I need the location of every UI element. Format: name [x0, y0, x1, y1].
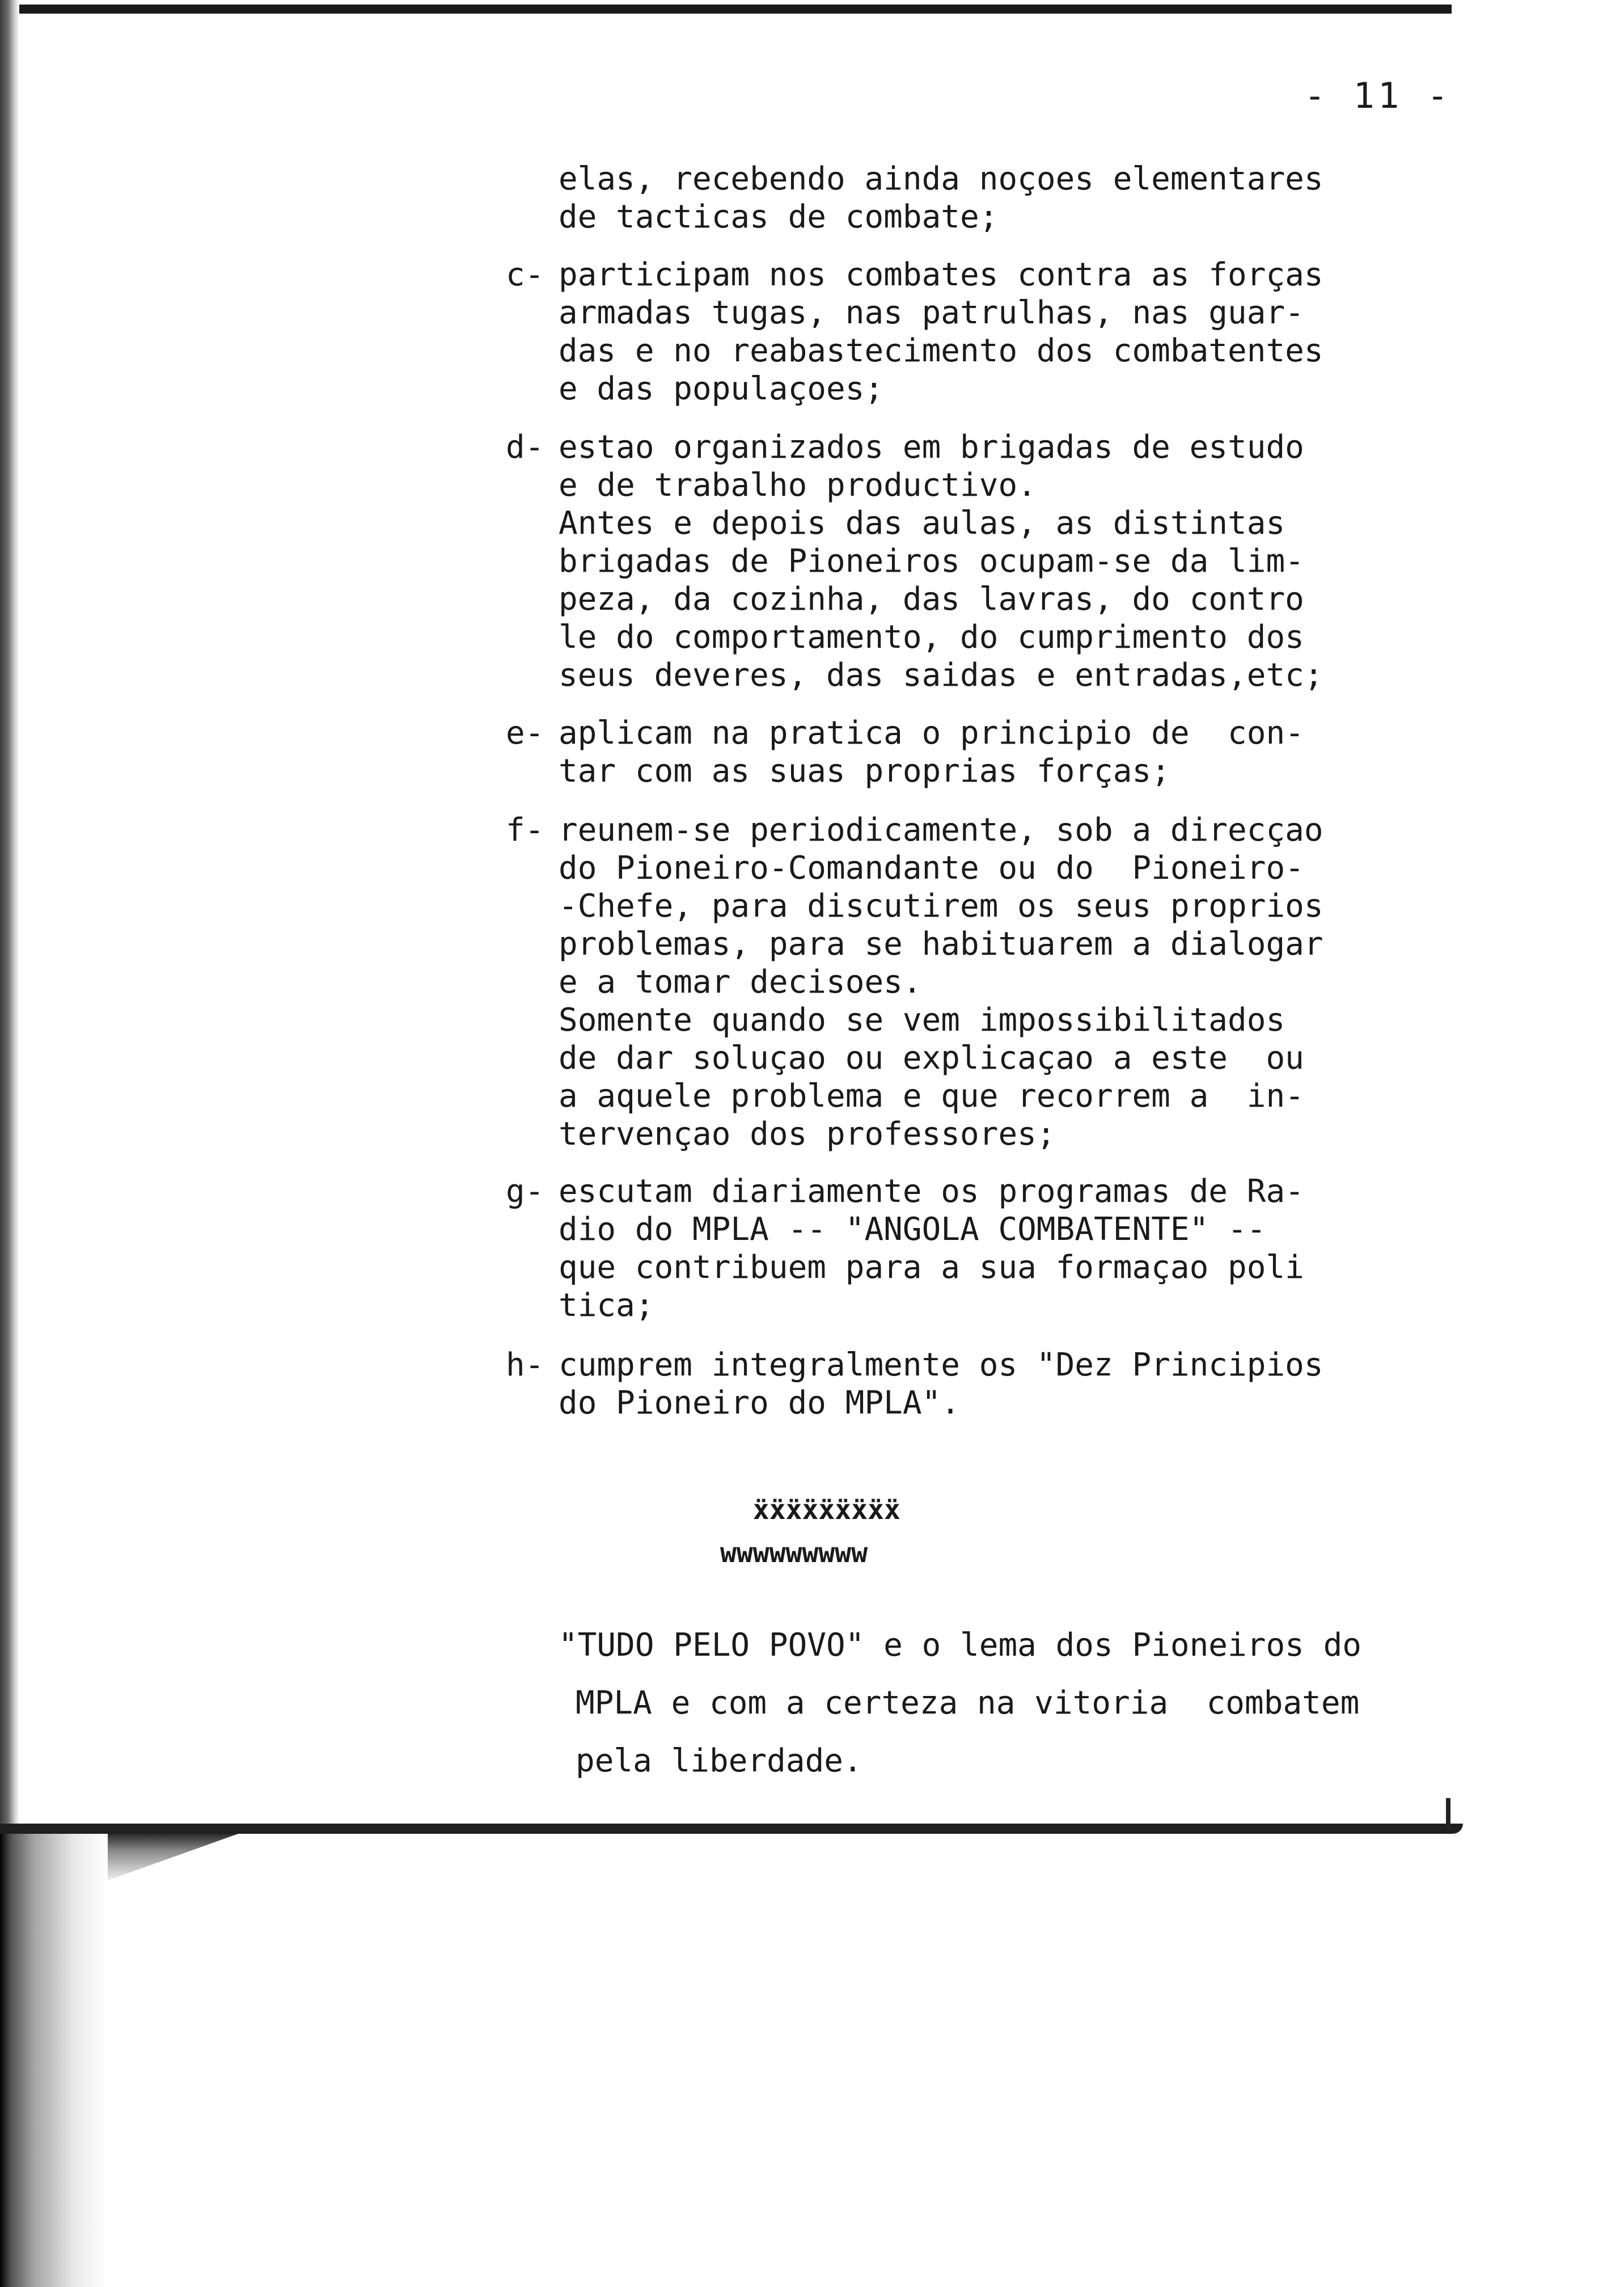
list-item-g [506, 1172, 1443, 1324]
page-number: - 11 - [1304, 75, 1452, 116]
text-line: de tacticas de combate; [559, 199, 999, 235]
page-bottom-edge [0, 1824, 1463, 1834]
list-marker: e- [506, 715, 544, 752]
list-item-e [506, 714, 1443, 790]
text-line: estao organizados em brigadas de estudo [559, 429, 1304, 466]
paragraph-continuation [559, 160, 1443, 236]
typed-divider-ornament [720, 1478, 900, 1585]
text-line: Somente quando se vem impossibilitados [559, 1002, 1285, 1039]
text-line: e a tomar decisoes. [559, 964, 922, 1001]
text-line: elas, recebendo ainda noçoes elementares [559, 161, 1323, 197]
text-line: armadas tugas, nas patrulhas, nas guar- [559, 294, 1304, 331]
list-item-d [506, 428, 1443, 694]
list-marker: d- [506, 429, 544, 466]
text-line: reunem-se periodicamente, sob a direcçao [559, 812, 1323, 849]
text-line: "TUDO PELO POVO" e o lema dos Pioneiros do [559, 1627, 1362, 1664]
text-line: peza, da cozinha, das lavras, do contro [559, 581, 1304, 618]
list-marker: c- [506, 256, 544, 293]
closing-statement [559, 1617, 1361, 1790]
divider-row: wwwwwwwww [720, 1537, 868, 1569]
text-line: do Pioneiro-Comandante ou do Pioneiro- [559, 850, 1304, 887]
text-line: participam nos combates contra as forças [559, 256, 1323, 293]
text-line: que contribuem para a sua formaçao poli [559, 1249, 1304, 1286]
text-line: aplicam na pratica o principio de con- [559, 715, 1304, 752]
list-item-f [506, 811, 1443, 1153]
text-line: a aquele problema e que recorrem a in- [559, 1078, 1304, 1115]
text-line: cumprem integralmente os "Dez Principios [559, 1347, 1323, 1383]
text-line: das e no reabastecimento dos combatentes [559, 332, 1323, 369]
text-line: escutam diariamente os programas de Ra- [559, 1173, 1304, 1210]
text-line: pela liberdade. [576, 1742, 862, 1779]
list-item-c [506, 256, 1443, 408]
text-line: MPLA e com a certeza na vitoria combatem [576, 1685, 1360, 1721]
text-line: do Pioneiro do MPLA". [559, 1385, 961, 1421]
text-line: e das populaçoes; [559, 370, 884, 407]
list-marker: g- [506, 1173, 544, 1210]
divider-row: ẍẍẍẍẍẍẍẍẍ [752, 1494, 900, 1526]
text-line: brigadas de Pioneiros ocupam-se da lim- [559, 543, 1304, 580]
text-line: tervençao dos professores; [559, 1116, 1056, 1153]
text-line: problemas, para se habituarem a dialogar [559, 926, 1323, 963]
text-line: tar com as suas proprias forças; [559, 753, 1170, 790]
text-line: tica; [559, 1287, 654, 1324]
text-line: le do comportamento, do cumprimento dos [559, 619, 1304, 656]
list-item-h [506, 1346, 1443, 1422]
text-line: e de trabalho productivo. [559, 467, 1037, 504]
list-marker: f- [506, 812, 544, 849]
list-marker: h- [506, 1347, 544, 1383]
page-right-mark [1446, 1798, 1450, 1832]
text-line: de dar soluçao ou explicaçao a este ou [559, 1040, 1304, 1077]
text-line: -Chefe, para discutirem os seus proprios [559, 888, 1323, 925]
text-line: Antes e depois das aulas, as distintas [559, 505, 1285, 542]
page-left-edge [0, 0, 19, 1843]
text-line: seus deveres, das saidas e entradas,etc; [559, 657, 1323, 694]
page-top-edge [0, 5, 1452, 14]
text-line: dio do MPLA -- "ANGOLA COMBATENTE" -- [559, 1211, 1266, 1248]
scan-shadow [0, 1834, 108, 2287]
